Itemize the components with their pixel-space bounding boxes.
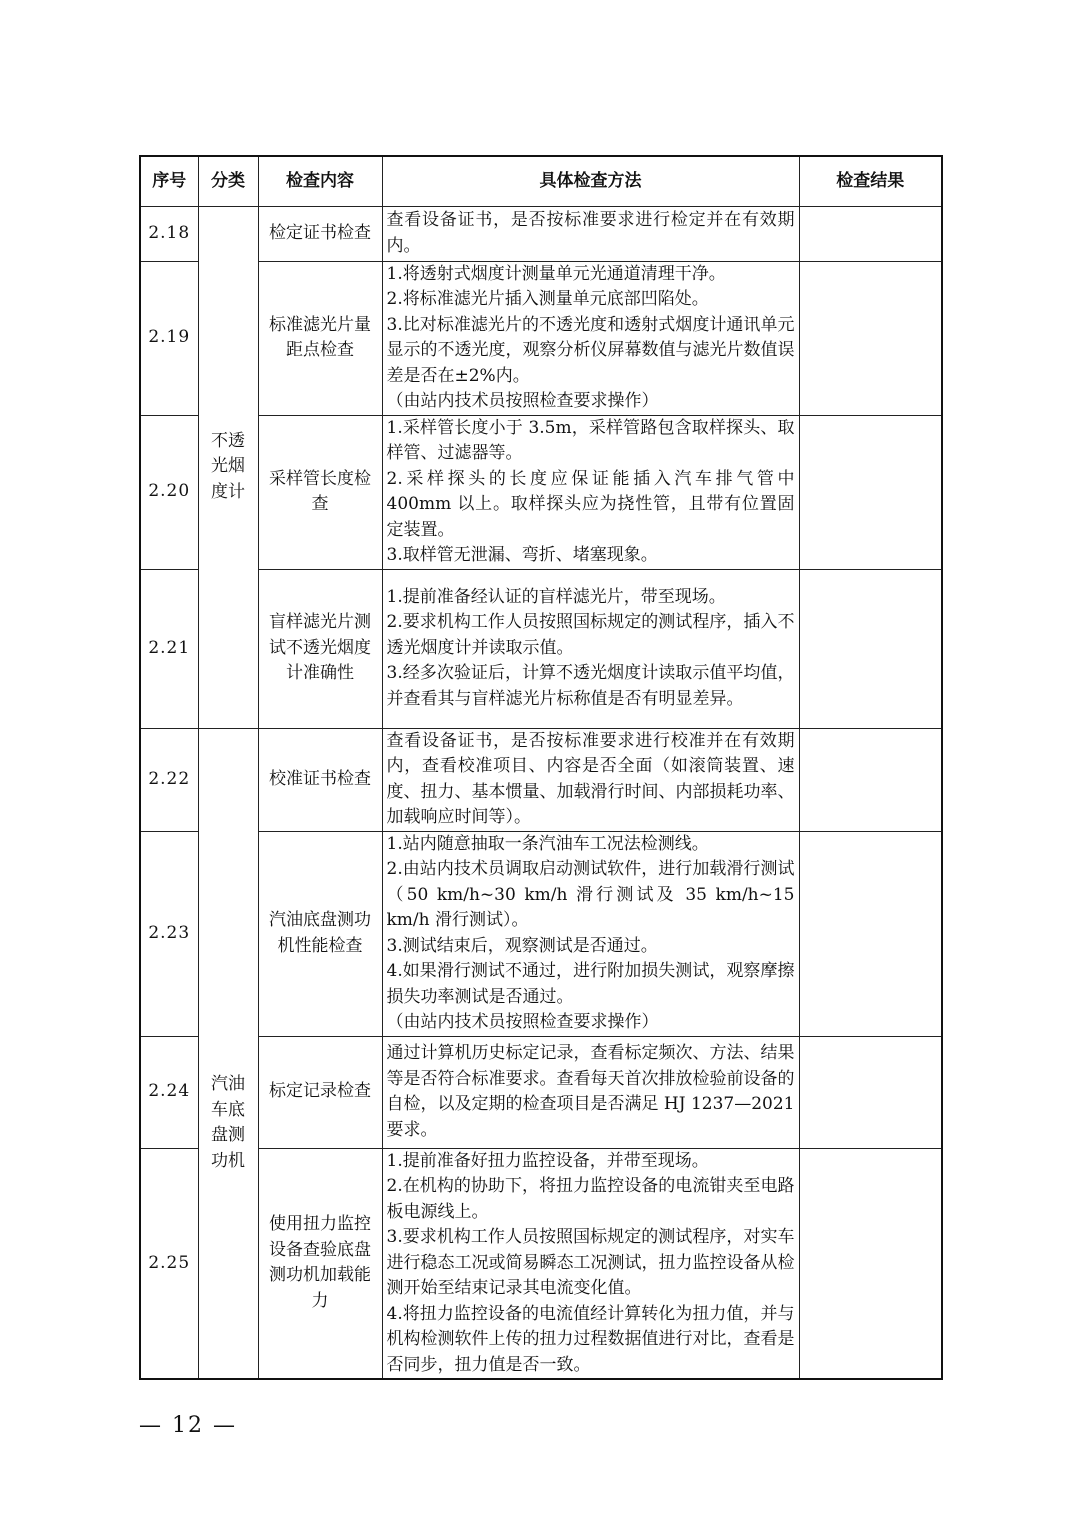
row-method <box>382 569 799 728</box>
method-line: 1.提前准备好扭力监控设备，并带至现场。 <box>386 1150 709 1171</box>
table-row <box>140 831 942 1036</box>
method-line: 2.采样探头的长度应保证能插入汽车排气管中 400mm 以上。取样探头应为挠性管，且带有位置固定装置。 <box>386 468 795 540</box>
row-method <box>382 206 799 261</box>
method-line: 2.要求机构工作人员按照国标规定的测试程序，插入不透光烟度计并读取示值。 <box>386 612 795 658</box>
row-item: 使用扭力监控设备查验底盘测功机加载能力 <box>258 1148 382 1379</box>
method-line: 3.比对标准滤光片的不透光度和透射式烟度计通讯单元显示的不透光度，观察分析仪屏幕数值与滤光片数值误差是否在±2%内。 <box>386 314 795 386</box>
row-item: 校准证书检查 <box>258 728 382 831</box>
table-row <box>140 206 942 261</box>
row-no: 2.19 <box>140 261 198 415</box>
method-line: 2.由站内技术员调取启动测试软件，进行加载滑行测试（50 km/h~30 km/h 滑行测试及 35 km/h~15 km/h 滑行测试）。 <box>386 859 795 930</box>
header-row <box>140 156 942 206</box>
row-no: 2.21 <box>140 569 198 728</box>
row-result <box>799 728 942 831</box>
method-line: 2.在机构的协助下，将扭力监控设备的电流钳夹至电路板电源线上。 <box>386 1176 795 1222</box>
row-result <box>799 415 942 569</box>
method-line: 1.采样管长度小于 3.5m，采样管路包含取样探头、取样管、过滤器等。 <box>386 417 795 463</box>
row-method <box>382 415 799 569</box>
method-line: 1.提前准备经认证的盲样滤光片，带至现场。 <box>386 586 726 607</box>
table-row <box>140 261 942 415</box>
method-line: 4.如果滑行测试不通过，进行附加损失测试，观察摩擦损失功率测试是否通过。 <box>386 961 795 1007</box>
header-method: 具体检查方法 <box>382 156 799 206</box>
header-item: 检查内容 <box>258 156 382 206</box>
method-line: （由站内技术员按照检查要求操作） <box>386 391 659 411</box>
method-line: 3.取样管无泄漏、弯折、堵塞现象。 <box>386 545 658 565</box>
page-number: — 12 — <box>139 1413 237 1438</box>
method-line: 查看设备证书，是否按标准要求进行检定并在有效期内。 <box>386 210 795 256</box>
method-line: 4.将扭力监控设备的电流值经计算转化为扭力值，并与机构检测软件上传的扭力过程数据值进行对比，查看是否同步，扭力值是否一致。 <box>386 1303 795 1375</box>
method-line: 3.测试结束后，观察测试是否通过。 <box>386 935 658 956</box>
row-item: 检定证书检查 <box>258 206 382 261</box>
row-method <box>382 1036 799 1148</box>
method-line: （由站内技术员按照检查要求操作） <box>386 1012 659 1032</box>
row-result <box>799 831 942 1036</box>
header-no: 序号 <box>140 156 198 206</box>
category-label: 汽油车底盘测功机 <box>211 1074 245 1171</box>
method-line: 3.经多次验证后，计算不透光烟度计读取示值平均值，并查看其与盲样滤光片标称值是否有明显差异。 <box>386 663 795 709</box>
row-method <box>382 261 799 415</box>
method-line: 3.要求机构工作人员按照国标规定的测试程序，对实车进行稳态工况或简易瞬态工况测试，扭力监控设备从检测开始至结束记录其电流变化值。 <box>386 1227 795 1298</box>
row-no: 2.24 <box>140 1036 198 1148</box>
table-row <box>140 1036 942 1148</box>
header-result: 检查结果 <box>799 156 942 206</box>
row-result <box>799 261 942 415</box>
row-result <box>799 569 942 728</box>
row-no: 2.25 <box>140 1148 198 1379</box>
row-no: 2.23 <box>140 831 198 1036</box>
method-line: 通过计算机历史标定记录，查看标定频次、方法、结果等是否符合标准要求。查看每天首次排放检验前设备的自检，以及定期的检查项目是否满足 HJ 1237—2021 要求。 <box>386 1043 795 1140</box>
row-no: 2.18 <box>140 206 198 261</box>
category-cell <box>198 728 258 1379</box>
method-line: 1.将透射式烟度计测量单元光通道清理干净。 <box>386 263 726 284</box>
method-line: 查看设备证书，是否按标准要求进行校准并在有效期内，查看校准项目、内容是否全面（如滚筒装置、速度、扭力、基本惯量、加载滑行时间、内部损耗功率、加载响应时间等）。 <box>386 730 795 827</box>
inspection-table <box>139 155 943 1380</box>
row-no: 2.20 <box>140 415 198 569</box>
row-item: 盲样滤光片测试不透光烟度计准确性 <box>258 569 382 728</box>
category-cell <box>198 206 258 728</box>
row-method <box>382 1148 799 1379</box>
row-no: 2.22 <box>140 728 198 831</box>
row-item: 汽油底盘测功机性能检查 <box>258 831 382 1036</box>
row-result <box>799 1036 942 1148</box>
row-item: 标准滤光片量距点检查 <box>258 261 382 415</box>
table-row <box>140 728 942 831</box>
row-item: 标定记录检查 <box>258 1036 382 1148</box>
header-category: 分类 <box>198 156 258 206</box>
method-line: 1.站内随意抽取一条汽油车工况法检测线。 <box>386 833 709 854</box>
row-method <box>382 728 799 831</box>
table-row <box>140 1148 942 1379</box>
category-label: 不透光烟度计 <box>211 430 245 502</box>
row-method <box>382 831 799 1036</box>
method-line: 2.将标准滤光片插入测量单元底部凹陷处。 <box>386 289 709 309</box>
table-row <box>140 569 942 728</box>
row-result <box>799 206 942 261</box>
table-row <box>140 415 942 569</box>
row-item: 采样管长度检查 <box>258 415 382 569</box>
row-result <box>799 1148 942 1379</box>
